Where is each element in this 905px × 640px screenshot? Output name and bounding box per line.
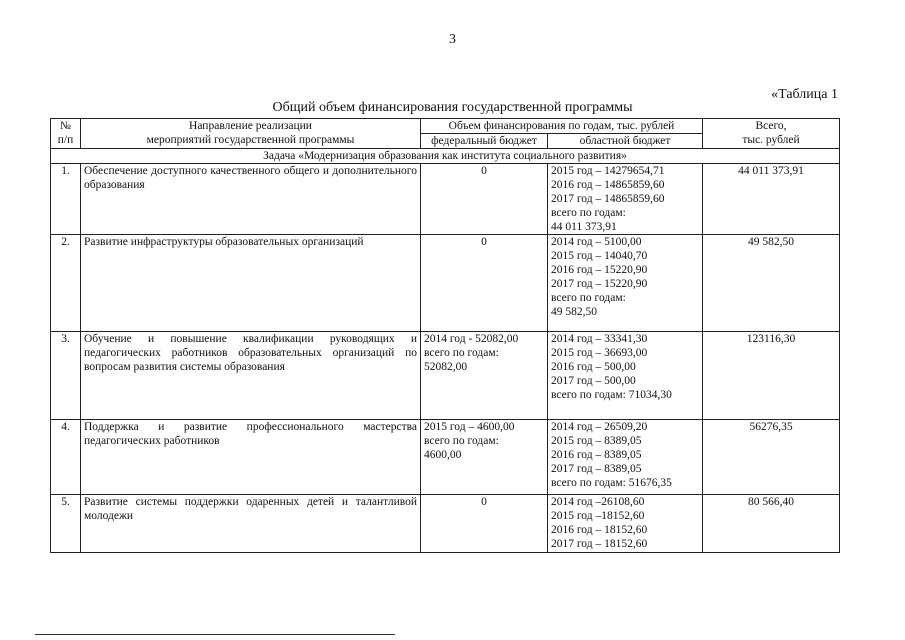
regional-line: 2017 год – 14865859,60	[551, 193, 665, 205]
regional-line: 2016 год – 14865859,60	[551, 179, 665, 191]
header-regional: областной бюджет	[548, 134, 703, 149]
federal-line: всего по годам:	[424, 435, 499, 447]
row-number: 4.	[51, 420, 81, 495]
table-row	[51, 495, 840, 553]
table-row	[51, 235, 840, 332]
header-total	[703, 119, 840, 149]
document-title: Общий объем финансирования государственной программы	[272, 100, 633, 115]
regional-line: 2017 год – 15220,90	[551, 278, 648, 290]
header-num-line: п/п	[57, 134, 74, 146]
federal-line: 2015 год – 4600,00	[424, 421, 515, 433]
regional-line: 2014 год – 33341,30	[551, 333, 648, 345]
header-volume: Объем финансирования по годам, тыс. рублей	[421, 119, 703, 134]
federal-line: 2014 год - 52082,00	[424, 333, 519, 345]
row-direction: Обучение и повышение квалификации руководящих и педагогических работников образовательных организаций по вопросам развития системы образования	[81, 332, 421, 420]
regional-line: 2016 год – 18152,60	[551, 524, 648, 536]
regional-line: 2016 год – 15220,90	[551, 264, 648, 276]
federal-line: 4600,00	[424, 449, 462, 461]
row-total: 80 566,40	[703, 495, 840, 553]
task-row	[51, 149, 840, 164]
regional-line: всего по годам: 71034,30	[551, 389, 672, 401]
row-federal	[421, 164, 548, 235]
regional-line: 2015 год – 14040,70	[551, 250, 648, 262]
row-federal	[421, 235, 548, 332]
page-number: 3	[449, 32, 456, 47]
regional-line: 2017 год – 18152,60	[551, 538, 648, 550]
footer-divider	[35, 634, 395, 635]
table-label: «Таблица 1	[771, 87, 838, 102]
regional-line: 2015 год – 36693,00	[551, 347, 648, 359]
row-regional	[548, 332, 703, 420]
regional-line: 2016 год – 500,00	[551, 361, 636, 373]
regional-line: 49 582,50	[551, 306, 597, 318]
header-total-line: Всего,	[755, 120, 787, 132]
row-direction: Развитие системы поддержки одаренных детей и талантливой молодежи	[81, 495, 421, 553]
regional-line: 2016 год – 8389,05	[551, 449, 642, 461]
federal-line: 52082,00	[424, 361, 468, 373]
header-num	[51, 119, 81, 149]
regional-line: 2015 год –18152,60	[551, 510, 645, 522]
regional-line: 2014 год – 26509,20	[551, 421, 648, 433]
financing-table	[50, 118, 840, 553]
row-total: 123116,30	[703, 332, 840, 420]
row-total: 44 011 373,91	[703, 164, 840, 235]
row-federal	[421, 332, 548, 420]
regional-line: 2017 год – 500,00	[551, 375, 636, 387]
regional-line: 2014 год –26108,60	[551, 496, 645, 508]
header-direction	[81, 119, 421, 149]
row-direction: Развитие инфраструктуры образовательных организаций	[81, 235, 421, 332]
regional-line: 2015 год – 8389,05	[551, 435, 642, 447]
regional-line: 2015 год – 14279654,71	[551, 165, 665, 177]
task-title: Задача «Модернизация образования как института социального развития»	[51, 149, 840, 164]
federal-line: 0	[481, 236, 487, 248]
regional-line: всего по годам:	[551, 292, 626, 304]
header-row-1	[51, 119, 840, 134]
table-row	[51, 420, 840, 495]
regional-line: 2017 год – 8389,05	[551, 463, 642, 475]
row-number: 2.	[51, 235, 81, 332]
federal-line: 0	[481, 165, 487, 177]
row-number: 3.	[51, 332, 81, 420]
table-row	[51, 332, 840, 420]
regional-line: 2014 год – 5100,00	[551, 236, 642, 248]
row-regional	[548, 420, 703, 495]
table-row	[51, 164, 840, 235]
header-total-line: тыс. рублей	[742, 134, 800, 146]
row-federal	[421, 495, 548, 553]
row-regional	[548, 495, 703, 553]
header-federal: федеральный бюджет	[421, 134, 548, 149]
row-direction: Поддержка и развитие профессионального мастерства педагогических работников	[81, 420, 421, 495]
regional-line: 44 011 373,91	[551, 221, 617, 233]
row-direction: Обеспечение доступного качественного общего и дополнительного образования	[81, 164, 421, 235]
row-total: 56276,35	[703, 420, 840, 495]
regional-line: всего по годам:	[551, 207, 626, 219]
row-total: 49 582,50	[703, 235, 840, 332]
header-num-line: №	[60, 120, 71, 132]
header-direction-line: мероприятий государственной программы	[146, 134, 355, 146]
row-number: 5.	[51, 495, 81, 553]
row-regional	[548, 235, 703, 332]
row-regional	[548, 164, 703, 235]
row-number: 1.	[51, 164, 81, 235]
row-federal	[421, 420, 548, 495]
regional-line: всего по годам: 51676,35	[551, 477, 672, 489]
federal-line: 0	[481, 496, 487, 508]
header-direction-line: Направление реализации	[189, 120, 312, 132]
federal-line: всего по годам:	[424, 347, 499, 359]
